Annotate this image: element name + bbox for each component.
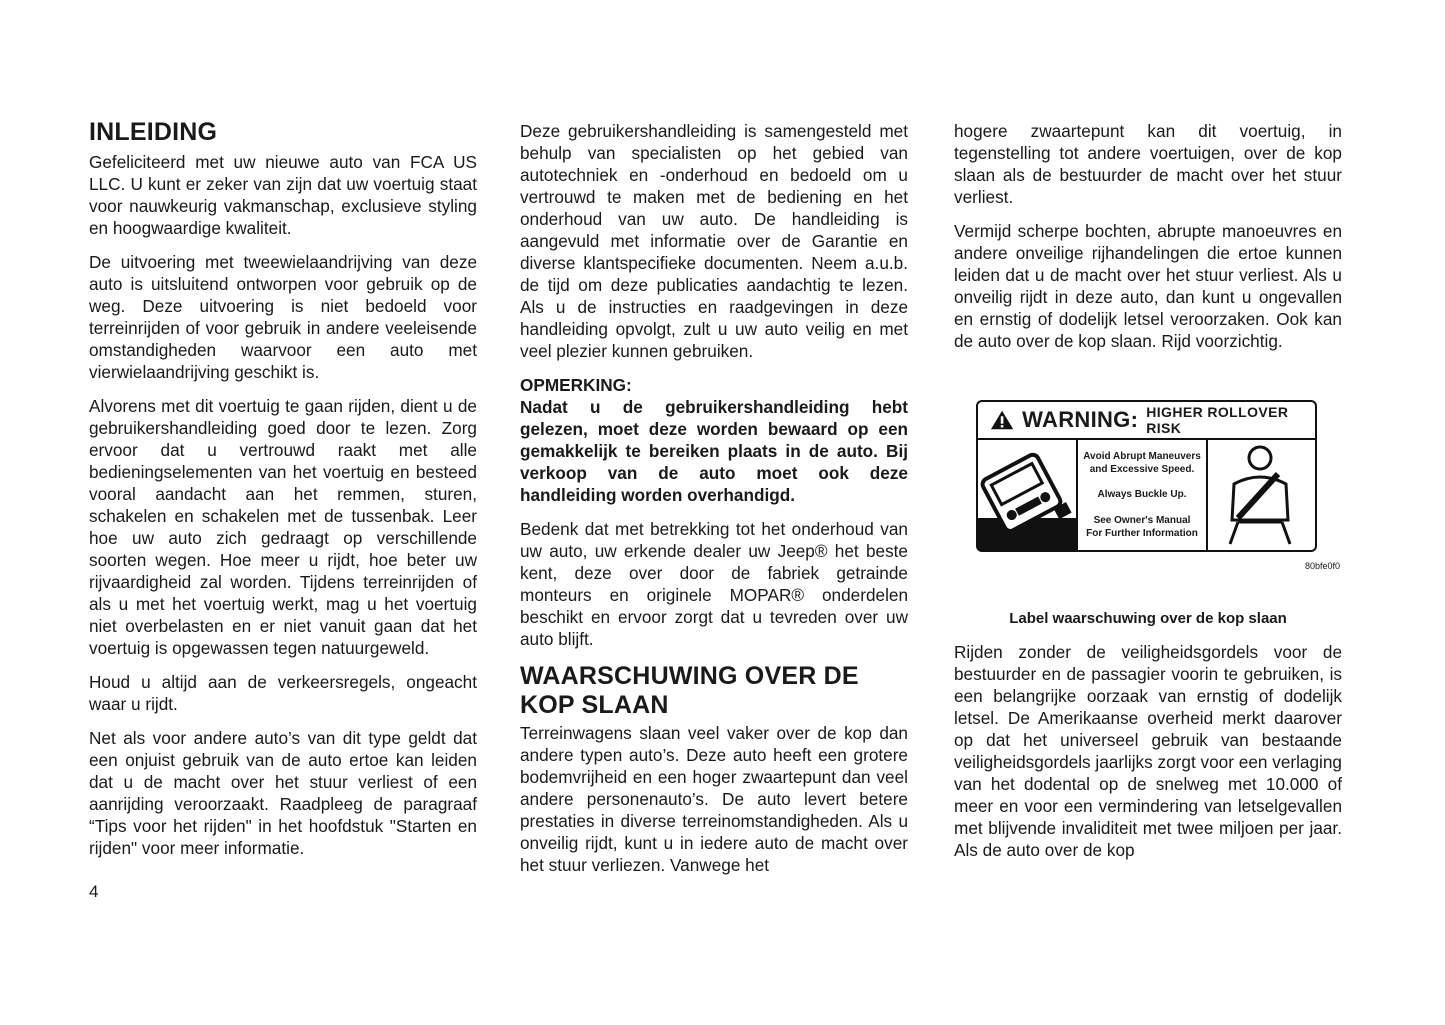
warning-label-header [978,402,1315,440]
paragraph: Net als voor andere auto’s van dit type geldt dat een onjuist gebruik van de auto ertoe kan leiden dat u de macht over het stuur verliest of een aanrijding veroorzaakt. Raadpleeg de paragraaf “Tips voor het rijden" in het hoofdstuk "Starten en rijden" voor meer informatie. [89,728,477,858]
warning-triangle-icon [990,409,1014,431]
instruction-line: See Owner's Manual [1093,514,1191,526]
instruction-line: Always Buckle Up. [1097,489,1187,501]
paragraph: De uitvoering met tweewielaandrijving van deze auto is uitsluitend ontworpen voor gebruik op de weg. Deze uitvoering is niet bedoeld voor terreinrijden of voor gebruik in andere veeleisende omstandigheden waarvoor een auto met vierwielaandrijving geschikt is. [89,252,477,382]
section-heading-rollover: WAARSCHUWING OVER DE KOP SLAAN [520,662,859,719]
figure-caption: Label waarschuwing over de kop slaan [1009,610,1287,627]
section-heading-inleiding: INLEIDING [89,118,218,146]
paragraph: Terreinwagens slaan veel vaker over de kop dan andere typen auto’s. Deze auto heeft een grotere bodemvrijheid en een hoger zwaartepunt dan veel andere personenauto’s. De auto levert betere prestaties in diverse terreinomstandigheden. Als u onveilig rijdt, kunt u in iedere auto de macht over het stuur verliezen. Vanwege het [520,723,908,875]
note-heading: OPMERKING: [520,375,632,395]
paragraph: Alvorens met dit voertuig te gaan rijden, dient u de gebruikershandleiding goed door te lezen. Zorg ervoor dat u vertrouwd raakt met alle bedieningselementen van het voertuig en besteed vooral aandacht aan het remmen, sturen, schakelen en schakelen met de tussenbak. Leer hoe uw auto zich gedraagt op verschillende soorten wegen. Hoe meer u rijdt, hoe beter uw rijvaardigheid zal worden. Tijdens terreinrijden of als u met het voertuig werkt, mag u het voertuig niet overbelasten en er niet vanuit gaan dat het voertuig is opgewassen tegen natuurgeweld. [89,396,477,658]
warning-word: WARNING: [1022,407,1139,432]
column-1 [89,118,477,871]
instruction-line: Avoid Abrupt Maneuvers [1083,451,1201,463]
paragraph: hogere zwaartepunt kan dit voertuig, in tegenstelling tot andere voertuigen, over de kop slaan als de bestuurder de macht over het stuur verliest. [954,121,1342,207]
column-3 [954,120,1342,873]
rollover-warning-figure [954,380,1342,600]
seatbelt-panel [1208,440,1315,550]
rollover-vehicle-icon [978,440,1076,550]
page-number: 4 [89,882,99,901]
rollover-vehicle-panel [978,440,1078,550]
column-2 [520,120,908,888]
paragraph: Bedenk dat met betrekking tot het onderhoud van uw auto, uw erkende dealer uw Jeep® het beste kent, deze over door de fabriek getrainde monteurs en originele MOPAR® onderdelen beschikt en ervoor zorgt dat u tevreden over uw auto blijft. [520,519,908,649]
paragraph: Vermijd scherpe bochten, abrupte manoeuvres en andere onveilige rijhandelingen die ertoe kunnen leiden dat u de macht over het stuur verliest. Als u onveilig rijdt in deze auto, dan kunt u ongevallen en ernstig of dodelijk letsel veroorzaken. Ook kan de auto over de kop slaan. Rijd voorzichtig. [954,221,1342,351]
warning-label [976,400,1317,552]
paragraph: Rijden zonder de veiligheidsgordels voor de bestuurder en de passagier voorin te gebruiken, is een belangrijke oorzaak van ernstig of dodelijk letsel. De Amerikaanse overheid merkt daarover op dat het universeel gebruik van bestaande veiligheidsgordels jaarlijks zorgt voor een verlaging van het dodental op de snelweg met 10.000 of meer en voor een vermindering van letselgevallen met blijvende invaliditeit met twee miljoen per jaar. Als de auto over de kop [954,642,1342,860]
warning-subtitle: HIGHER ROLLOVER RISK [1146,404,1289,436]
note-body: Nadat u de gebruikershandleiding hebt gelezen, moet deze worden bewaard op een gemakkelijk te bereiken plaats in de auto. Bij verkoop van de auto moet ook deze handleiding worden overhandigd. [520,397,908,505]
warning-instructions [1078,440,1208,550]
paragraph: Houd u altijd aan de verkeersregels, ongeacht waar u rijdt. [89,672,477,714]
paragraph: Gefeliciteerd met uw nieuwe auto van FCA US LLC. U kunt er zeker van zijn dat uw voertuig staat voor nauwkeurig vakmanschap, exclusieve styling en hoogwaardige kwaliteit. [89,152,477,238]
figure-code: 80bfe0f0 [1304,561,1340,571]
instruction-line: and Excessive Speed. [1089,464,1195,476]
paragraph: Deze gebruikershandleiding is samengesteld met behulp van specialisten op het gebied van autotechniek en -onderhoud en bedoeld om u vertrouwd te maken met de bediening en het onderhoud van uw auto. De handleiding is aangevuld met informatie over de Garantie en diverse klantspecifieke documenten. Neem a.u.b. de tijd om deze publicaties aandachtig te lezen. Als u de instructies en raadgevingen in deze handleiding opvolgt, zult u uw auto veilig en met veel plezier kunnen gebruiken. [520,121,908,361]
seatbelt-person-icon [1208,440,1314,550]
instruction-line: For Further Information [1086,527,1198,539]
